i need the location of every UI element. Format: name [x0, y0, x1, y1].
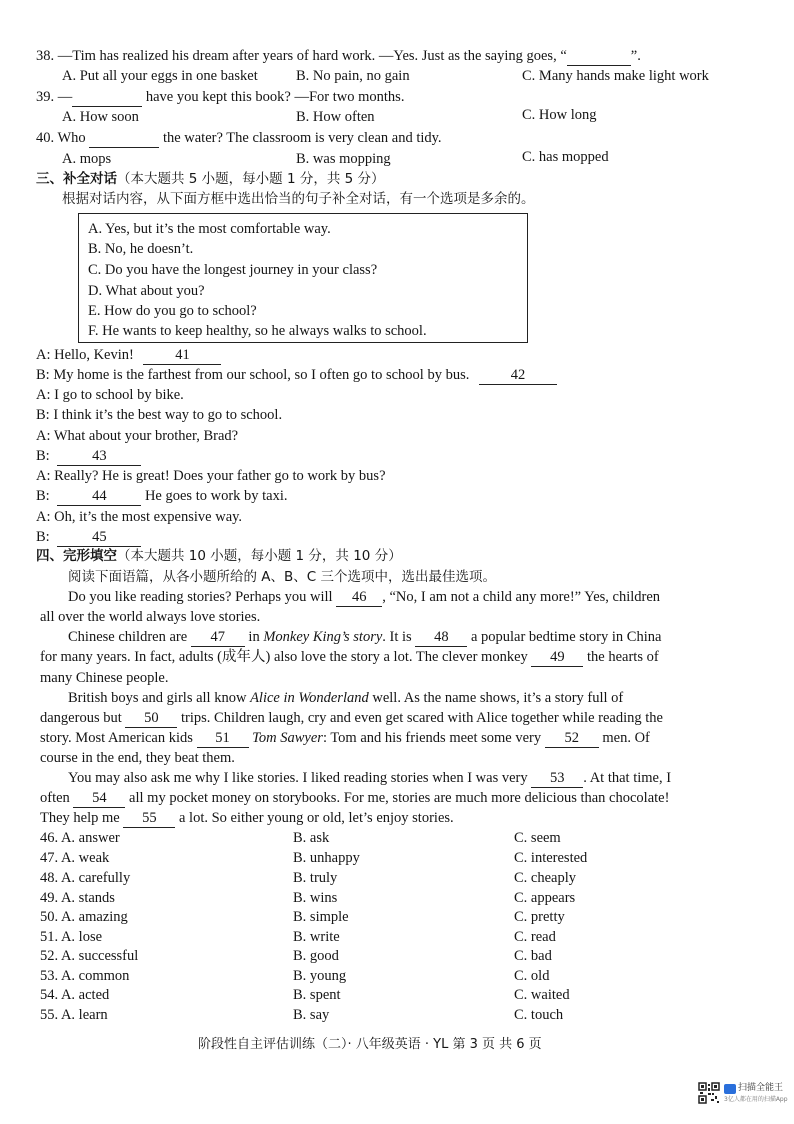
option-a[interactable]: A. successful	[60, 948, 139, 964]
dialogue-line: B: 43	[36, 447, 141, 466]
scanner-subtitle: 3亿人都在用的扫描App	[724, 1096, 788, 1103]
box-option: D. What about you?	[88, 283, 205, 299]
option-b[interactable]: B. was mopping	[296, 151, 391, 167]
option-a[interactable]: A. stands	[60, 890, 115, 906]
answer-blank-41[interactable]: 41	[143, 346, 221, 365]
option-c[interactable]: C. touch	[514, 1007, 564, 1023]
answer-blank-50[interactable]: 50	[125, 709, 177, 728]
passage-line: British boys and girls all know Alice in Wonderland well. As the name shows, it’s a story full of	[68, 690, 624, 706]
box-option: C. Do you have the longest journey in your class?	[88, 262, 378, 278]
option-a[interactable]: A. Put all your eggs in one basket	[62, 68, 258, 84]
option-row: 55. A. learn	[40, 1007, 108, 1023]
option-a[interactable]: A. acted	[60, 987, 110, 1003]
answer-blank-47[interactable]: 47	[191, 628, 245, 647]
book-title: Monkey King’s story	[263, 629, 383, 645]
question-39: 39. — have you kept this book? —For two months.	[36, 89, 405, 105]
option-b[interactable]: B. unhappy	[293, 850, 360, 866]
box-option: E. How do you go to school?	[88, 303, 257, 319]
box-option: A. Yes, but it’s the most comfortable way.	[88, 221, 331, 237]
question-stem: —Tim has realized his dream after years of hard work. —Yes. Just as the saying goes, “	[57, 48, 567, 64]
option-row: 51. A. lose	[40, 929, 103, 945]
option-b[interactable]: B. good	[293, 948, 339, 964]
option-c[interactable]: C. bad	[514, 948, 552, 964]
option-row: 54. A. acted	[40, 987, 110, 1003]
scanner-badge: 扫描全能王	[738, 1083, 784, 1093]
option-b[interactable]: B. write	[293, 929, 340, 945]
option-row: 47. A. weak	[40, 850, 110, 866]
answer-blank-54[interactable]: 54	[73, 789, 125, 808]
option-b[interactable]: B. No pain, no gain	[296, 68, 410, 84]
dialogue-line: B: I think it’s the best way to go to school.	[36, 407, 283, 423]
option-c[interactable]: C. How long	[522, 107, 597, 123]
option-a[interactable]: A. answer	[60, 830, 120, 846]
box-option: B. No, he doesn’t.	[88, 241, 194, 257]
answer-blank-44[interactable]: 44	[57, 487, 141, 506]
answer-blank-52[interactable]: 52	[545, 729, 599, 748]
passage-line: for many years. In fact, adults (成年人) also love the story a lot. The clever monkey 49 the hearts of	[40, 649, 659, 665]
box-option: F. He wants to keep healthy, so he always walks to school.	[88, 323, 427, 339]
option-a[interactable]: A. carefully	[60, 870, 131, 886]
book-title: Tom Sawyer	[252, 730, 323, 746]
dialogue-line: A: What about your brother, Brad?	[36, 428, 239, 444]
option-row: 46. A. answer	[40, 830, 120, 846]
answer-blank-43[interactable]: 43	[57, 447, 141, 466]
qr-code-icon	[698, 1082, 720, 1104]
speaker: A:	[36, 347, 51, 363]
passage-line: They help me 55 a lot. So either young or old, let’s enjoy stories.	[40, 810, 454, 826]
option-row: 48. A. carefully	[40, 870, 131, 886]
option-c[interactable]: C. has mopped	[522, 149, 609, 165]
section-title: 三、补全对话	[36, 171, 117, 187]
page-footer: 阶段性自主评估训练（二）· 八年级英语 · YL 第 3 页 共 6 页	[198, 1037, 542, 1052]
option-c[interactable]: C. interested	[514, 850, 588, 866]
scanner-logo-icon	[724, 1084, 736, 1094]
option-c[interactable]: C. read	[514, 929, 556, 945]
answer-blank-48[interactable]: 48	[415, 628, 467, 647]
option-b[interactable]: B. young	[293, 968, 347, 984]
answer-blank-46[interactable]: 46	[336, 588, 382, 607]
option-b[interactable]: B. How often	[296, 109, 375, 125]
option-b[interactable]: B. say	[293, 1007, 330, 1023]
option-row: 53. A. common	[40, 968, 130, 984]
option-a[interactable]: A. common	[60, 968, 130, 984]
option-a[interactable]: A. weak	[60, 850, 110, 866]
book-title: Alice in Wonderland	[250, 690, 369, 706]
dialogue-line: B: 44 He goes to work by taxi.	[36, 488, 288, 504]
option-a[interactable]: A. learn	[60, 1007, 108, 1023]
option-a[interactable]: A. mops	[62, 151, 112, 167]
passage-line: You may also ask me why I like stories. I liked reading stories when I was very 53 . At that time, I	[68, 770, 672, 786]
dialogue-line: B: 45	[36, 528, 141, 547]
option-row: 52. A. successful	[40, 948, 139, 964]
option-c[interactable]: C. cheaply	[514, 870, 577, 886]
option-a[interactable]: A. How soon	[62, 109, 139, 125]
answer-blank[interactable]	[72, 88, 142, 107]
passage-line: all over the world always love stories.	[40, 609, 261, 625]
section-instruction: 根据对话内容，从下面方框中选出恰当的句子补全对话，有一个选项是多余的。	[62, 191, 535, 207]
passage-line: Do you like reading stories? Perhaps you will 46 , “No, I am not a child any more!” Yes, children	[68, 589, 661, 605]
option-a[interactable]: A. lose	[60, 929, 103, 945]
dialogue-line: A: Oh, it’s the most expensive way.	[36, 509, 243, 525]
answer-blank[interactable]	[89, 129, 159, 148]
answer-blank-49[interactable]: 49	[531, 648, 583, 667]
option-a[interactable]: A. amazing	[60, 909, 128, 925]
dialogue-line: A: Hello, Kevin! 41	[36, 346, 221, 365]
passage-line: often 54 all my pocket money on storybooks. For me, stories are much more delicious than chocolate!	[40, 790, 670, 806]
option-b[interactable]: B. wins	[293, 890, 338, 906]
section-instruction: 阅读下面语篇，从各小题所给的 A、B、C 三个选项中，选出最佳选项。	[68, 569, 497, 585]
dialogue-line: A: I go to school by bike.	[36, 387, 184, 403]
option-c[interactable]: C. appears	[514, 890, 576, 906]
option-row: 49. A. stands	[40, 890, 115, 906]
passage-line: course in the end, they beat them.	[40, 750, 235, 766]
answer-blank-51[interactable]: 51	[197, 729, 249, 748]
passage-line: many Chinese people.	[40, 670, 169, 686]
passage-line: dangerous but 50 trips. Children laugh, cry and even get scared with Alice together while reading the	[40, 710, 663, 726]
option-b[interactable]: B. ask	[293, 830, 330, 846]
option-b[interactable]: B. simple	[293, 909, 349, 925]
answer-blank-42[interactable]: 42	[479, 366, 557, 385]
option-c[interactable]: C. pretty	[514, 909, 565, 925]
question-40: 40. Who the water? The classroom is very clean and tidy.	[36, 130, 442, 146]
option-b[interactable]: B. truly	[293, 870, 338, 886]
question-number: 38.	[36, 48, 55, 64]
option-c[interactable]: C. waited	[514, 987, 570, 1003]
answer-blank-53[interactable]: 53	[531, 769, 583, 788]
section-3-heading: 三、补全对话（本大题共 5 小题，每小题 1 分，共 5 分）	[36, 171, 385, 187]
option-c[interactable]: C. old	[514, 968, 550, 984]
dialogue-line: A: Really? He is great! Does your father go to work by bus?	[36, 468, 386, 484]
answer-blank-55[interactable]: 55	[123, 809, 175, 828]
section-title: 四、完形填空	[36, 548, 117, 564]
dialogue-line: B: My home is the farthest from our school, so I often go to school by bus. 42	[36, 366, 557, 385]
question-38: 38. —Tim has realized his dream after years of hard work. —Yes. Just as the saying goes, “ ”.	[36, 48, 641, 64]
answer-blank[interactable]	[567, 47, 631, 66]
option-b[interactable]: B. spent	[293, 987, 341, 1003]
passage-line: story. Most American kids 51 Tom Sawyer: Tom and his friends meet some very 52 men. Of	[40, 730, 650, 746]
option-c[interactable]: C. Many hands make light work	[522, 68, 709, 84]
option-row: 50. A. amazing	[40, 909, 128, 925]
passage-line: Chinese children are 47 in Monkey King’s story. It is 48 a popular bedtime story in China	[68, 629, 662, 645]
option-c[interactable]: C. seem	[514, 830, 561, 846]
section-4-heading: 四、完形填空（本大题共 10 小题，每小题 1 分，共 10 分）	[36, 548, 402, 564]
answer-blank-45[interactable]: 45	[57, 528, 141, 547]
